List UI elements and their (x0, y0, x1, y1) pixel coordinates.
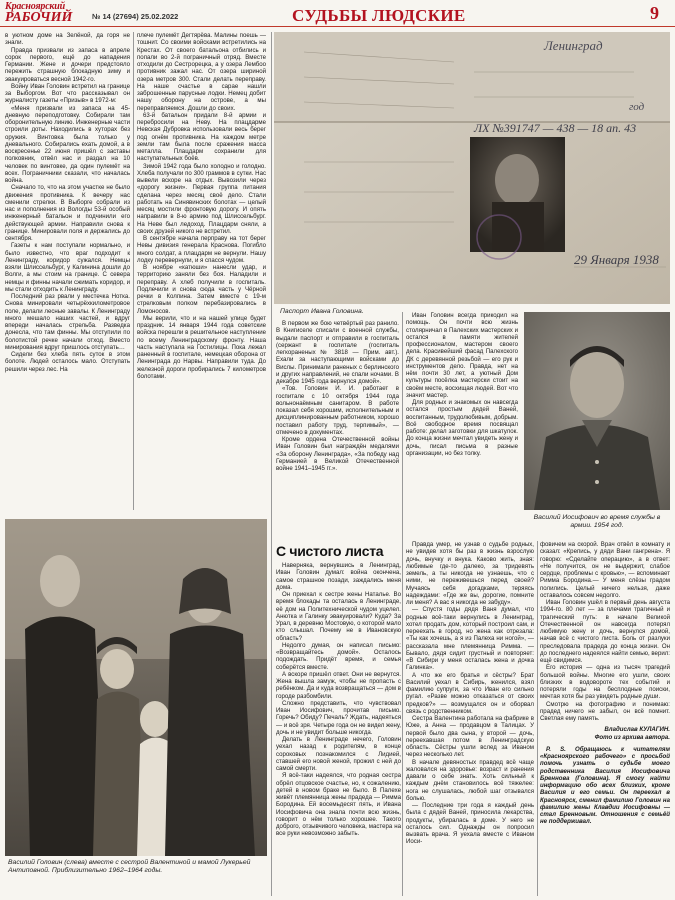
paragraph: Я всё-таки надеялся, что родная сестра обрёл отцовское счастье, но, к сожалению, детей в новом браке не было. В Палехе живёт племянница жены прадеда — Римма Бородина. Ей восемьдесят пять, и Ивана Иосифовича она знала почти всю жизнь, говорит о нём только хорошее. Такого доброго, отзывчивого человека, мастера на все руки невозможно забыть. (276, 772, 401, 838)
author-signature: Владислав КУЛАГИН. (604, 726, 670, 734)
paragraph: В первом же бою четвёртый раз ранило. В Книгиселе списали с военной службы, выдали паспорт и отправили в госпиталь (сержант в госпитале (госпиталь легкораненых № 3818 — Прим. авт.). Ехали за наступающими войсками до Вислы. Принимали раненых с берлинского и других направлений, не спали ночами. В декабре 1945 года вернулся домой». (276, 320, 399, 385)
column-divider (537, 541, 538, 896)
section-rubric: СУДЬБЫ ЛЮДСКИЕ (292, 6, 466, 25)
column-divider (271, 32, 272, 896)
family-caption: Василий Головин (слева) вместе с сестрой Валентиной и мамой Лукерьей Антиповной. Приблизительно 1962–1964 годы. (8, 859, 251, 874)
issue-number: № 14 (27694) 25.02.2022 (92, 12, 179, 21)
paragraph: Последний раз рвали у местечка Нотка. Снова минировали четырёхкилометровое поле, делали лесные завалы. К Ленинграду много мешало наших частей, и вдруг впереди началась стрельба. Разведка донесла, что там финны. Мы отступили по болотистой речке начали отход. Вместо минирования вдруг пришлось отступать… (5, 293, 130, 351)
paragraph: А вскоре пришёл ответ. Они не вернутся. Жена вышла замуж, чтобы не пропасть с ребёнком. Да и куда возвращаться — дом в городе разбомбили. (276, 670, 401, 700)
postscript: P. S. Обращаюсь к читателям «Красноярского рабочего» с просьбой помочь узнать о судьбе моего родственника Василия Иосифовича Бреннова (Головина). Я смогу найти информацию обо всех близких, кроме Василия и его семьи. Он переехал в Красноярск, сменил фамилию Головин на фамилию жены Клавдии Иосифовны — стал Бренновым. Отношения с семьёй не поддерживал. (540, 745, 670, 826)
article-column-3b (276, 562, 401, 896)
passport-image (274, 32, 670, 304)
passport-caption: Паспорт Ивана Головина. (280, 308, 364, 315)
paragraph: В сентябре начала перправу на тот берег Невы дивизия генерала Краснова. Погибло много солдат, а плацдарм не вернули. Нашу лодку перевернули, и я спасся чудом. (137, 235, 266, 264)
paragraph: Иван Головин ушёл в первый день августа 1994-го. 80 лет — за плечами трагичный и трагический путь: в начале Великой Отечественной он навсегда потерял любимую жену и дочь, вернулся домой, начав всё с чистого листа. Боль от разлуки преследовала прадеда до конца жизни. Он до последнего надеялся найти семью, верил: ещё свидимся. (540, 599, 670, 664)
logo-line-2: РАБОЧИЙ (5, 10, 73, 25)
article-column-1 (5, 32, 130, 510)
article-column-4b (406, 541, 534, 896)
paragraph: Правда призвали из запаса в апреле сорок первого, ещё до нападения Германии. Жене и дочери предстояло пережить страшную блокадную зиму и эвакуироваться весной 1942-го. (5, 46, 130, 83)
paragraph: Войну Иван Головин встретил на границе за Выборгом. Вот что рассказывал он журналисту газеты «Призыв» в 1972-м: (5, 82, 130, 105)
paragraph: — Последние три года я каждый день была с дядей Ваней, приносила лекарства, продукты, убиралась в доме. У него не осталось сил. Однажды он попросил вызвать врача. Я уехала вместе с Иваном Иоси- (406, 802, 534, 846)
paragraph: Сестра Валентина работала на фабрике в Юже, а Анна — продавцом в Талицах. У первой было два сына, у второй — дочь, переехавшая потом в Ленинградскую область. Сёстры ушли вслед за Иваном через несколько лет. (406, 715, 534, 759)
paragraph: Его история — одна из тысяч трагедий большой войны. Многие его ушли, своих близких в водовороте тех событий и потеряли годы на бесплодные поиски, мечтая хотя бы раз увидеть родные души. (540, 664, 670, 701)
photo-credit: Фото из архива автора. (594, 733, 670, 741)
paragraph: В начале девяностых правдед всё чаще жаловался на здоровье: возраст и ранения давали о себе знать. Хоть сильный к каждым днём становилось всё тяжелее: нога не слушалась, любой шаг отзывался болью. (406, 758, 534, 802)
paragraph: В ноябре «катюши» нанесли удар, и территорию заняли без боя. Наладили и переправу. А хлеб получили в госпиталь. Подлечили и снова сюда часть у Чёрной речки в Колпина. Затем вместе с 19-м стрелковым полком перебазировались в Ломоносов. (137, 264, 266, 315)
article-column-2 (137, 32, 266, 510)
paragraph: плече пулемёт Дегтярёва. Малины поешь — тошнит. Со своими войсками встретились на Крестах. От своего батальона отбились и попали во 2-й пограничный отряд. Вместе отходили до Сестрорецка, а у озера Лембоо противник зажал нас. От озера шириной озера метров 300. Стали делать переправу. На наше счастье в сарае нашли заброшенные парусные лодки. Немец добит нашу оборону на острове, а мы переправляемся. Дошли до своих. (137, 32, 266, 112)
paragraph: Наверняка, вернувшись в Ленинград, Иван Головин думал: война окончена, самое страшное позади, заждались меня дома. (276, 562, 401, 591)
article-column-3 (276, 320, 399, 535)
paragraph: Он приехал к сестре жены Наталье. Во время блокады та осталась в Ленинграде, её дом на Политехнической чудом уцелел. Анютка и Галинку эвакуировали? Куда? За Урал, в деревню Мостовую, о которой мало кто слышал. Почему не в Ивановскую область? (276, 591, 401, 642)
article-column-5 (540, 541, 670, 896)
paragraph: Кроме ордена Отечественной войны Иван Головин был награждён медалями «За оборону Ленинграда», «За победу над Германией в Великой Отечественной войне 1941–1945 гг.». (276, 436, 399, 472)
paragraph: 63-й батальон придали 8-й армии и перебросили на Неву. На плацдарме Невская Дубровка использовали весь берег под огнём противника. На каждом метре земли там была после сражения масса металла. Плацдарм сохранили для наступательных боёв. (137, 111, 266, 163)
passport-number: ЛХ №391747 — 438 — 18 ап. 43 (474, 121, 637, 135)
paragraph: в уютном доме на Зелёной, да горя не знали. (5, 32, 130, 47)
paragraph: Делать в Ленинграде нечего, Головин уехал назад к родителям, в конце сороковых познакомился с Лидией, ставшей его новой женой, прожил с ней до самой смерти. (276, 736, 401, 772)
portrait-photo (524, 312, 670, 510)
portrait-caption: Василий Иосифович во время службы в армии. 1954 год. (533, 514, 661, 529)
paragraph: Иван Головин всегда прикодил на помощь. Он почти всю жизнь столярничал в Палехских мастерских и остался в памяти жителей профессионалом, мастером своего дела. Красивейший фасад Палехского ДК с деревянной резьбой — его рук и инструментов дело. Правда, нет на нём почти 30 лет, а уютный Дом культуры посёлка мастерски стоит на своём месте, восхищая людей. Вот что значит мастер. (406, 312, 518, 399)
paragraph: Сначало то, что на этом участке не было движения противника. К вечеру нас сменили стрелки. В Выборге собрали из нас и пополнения из Вологды 53-й особый инженерный батальон и подчинили его действующей армии. Направили снова к границе. Минировали поля и держались до сентября. (5, 184, 130, 242)
article-column-4 (406, 312, 518, 539)
paragraph: Сидели без хлеба пять суток в этом болоте. Людей осталось мало. Отступать решили через лес. На (5, 351, 130, 373)
masthead (0, 0, 675, 27)
logo-line-1: Красноярский (5, 1, 66, 12)
column-divider (402, 312, 403, 896)
paragraph: Сложно представить, что чувствовал Иван Иосифович, прочитав письмо. Горечь? Обиду? Печаль? Ждать, надеяться — и всё зря. Четыре года он не видел жену, дочь и не увидит больше никогда. (276, 699, 401, 736)
paragraph: «Меня призвали из запаса на 45-дневную переподготовку. Собирали там оборонительную линию. Инженерные части строили доты. Находились в хуторах без оружия. Винтовка была только у дневального. Собирались ехать домой, а в воскресенье 22 июня пришёл с заставы полковник, отвёл нас и раздал на 10 человек по винтовке, да один пулемёт на всех. Пограничники сказали, что началась война. (5, 104, 130, 184)
newspaper-logo[interactable] (5, 2, 72, 23)
passport-photo (274, 32, 670, 304)
passport-city: Ленинград (544, 38, 603, 53)
passport-year-label: год (629, 101, 645, 113)
paragraph: Правда умер, не узнав о судьбе родных, не увидев хотя бы раз в жизнь взрослую дочь, внучку и внука. Каково жить, зная: любимые где-то далеко, за тридевять земель, а ты никогда не узнаешь, что с ними, не переживешься перед своей? Мучаясь себя догадками, теряясь надеждами: «Где же вы, дорогие, помните ли меня? А вас я никогда не забуду». (406, 541, 534, 606)
column-divider (133, 32, 134, 510)
passport-date: 29 Января 1938 (574, 252, 659, 267)
paragraph: А что же его братья и сёстры? Брат Василий уехал в Сибирь, женился, взял фамилию супруги, за что Иван его сильно ругал. «Разве можно отказаться от своих предков?» — возмущался он и оборвал связь с родственником. (406, 671, 534, 715)
portrait-image (524, 312, 670, 510)
paragraph: «Тов. Головин И. И. работает в госпитале с 10 октября 1944 года вольнонаёмным санитаром. В работе показал себя хорошим, исполнительным и дисциплинированным работником, хорошо поставил работу труд, терпимый», — отмечено в документах. (276, 385, 399, 436)
paragraph: Газеты к нам поступали нормально, и было известно, что враг подходит к Ленинграду, коридор сужался. Немцы взяли Шлиссельбург, у Калинина дошли до Волги, а мы стоим на границе. С севера немцы и финны начали сжимать коридор, и мы стали отходить к Ленинграду. (5, 242, 130, 293)
paragraph: Для родных и знакомых он навсегда остался простым дядей Ваней, воспитанным, трудолюбивым, добрым. Всё свободное время посвящал работе: делал заготовки для шкатулок. До конца жизни мечтал увидеть жену и дочь, писал письма в разные организации, но без толку. (406, 399, 518, 457)
paragraph: фовичем на скорой. Врач отвёл в комнату и сказал: «Крепись, у дяди Вани гангрена». Я говорю: «Сделайте операцию», а в ответ: «Не получится, он не выдержит, слабое сердце, проблемы с кровью», — вспоминает Римма Бородина.— У меня слёзы градом полились. Целый ничего нельзя, даже оставалось совсем недолго. (540, 541, 670, 599)
paragraph: Недолго думая, он написал письмо: «Возвращайтесь домой». Осталось подождать. Придёт время, и семья соберётся вместе. (276, 641, 401, 671)
family-image (5, 519, 267, 856)
page-number: 9 (650, 3, 659, 23)
paragraph: Мы верили, что и на нашей улице будет праздник. 14 января 1944 года советские войска перешли в решительное наступление по всему Ленинградскому фронту. Наша часть наступала на Гостилицы. Пока лежал раненный в госпитале, немецкая оборона от Ленинграда до Нарвы. Направили туда. До железной дороги пробирались 7 километров болотами. (137, 314, 266, 380)
paragraph: Смотрю на фотографию и понимаю: прадед ничего не забыл, он всё помнит. Светлая ему память. (540, 700, 670, 722)
family-photo (5, 519, 267, 856)
paragraph: — Спустя годы дядя Ваня думал, что родные всё-таки вернулись в Ленинград, хотел продать дом, который построил сам, и переехать в город, но жена как отрезала: «Ты как хочешь, а я из Палеха ни ногой», — рассказала мне племянница Римма. — Бывало, дядя сидит грустный и повторяет: «В Сибири у меня осталась жена и дочка Галинка». (406, 606, 534, 672)
paragraph: Зимой 1942 года было холодно и голодно. Хлеба получали по 300 граммов в сутки. Нас вывели вскоре на отдых. Вывозили через «дорогу жизни». Первая группа питания сделана через месяц своё дело. Стали работать на Синявинских болотах — целый месяц мостили фронтовую дорогу. И опять направили в 8-ю армию под Шлиссельбург. На Неве был ледоход. Плацдарм сняли, а своих друзей никого не встретил. (137, 162, 266, 235)
subheadline: С чистого листа (276, 543, 384, 559)
